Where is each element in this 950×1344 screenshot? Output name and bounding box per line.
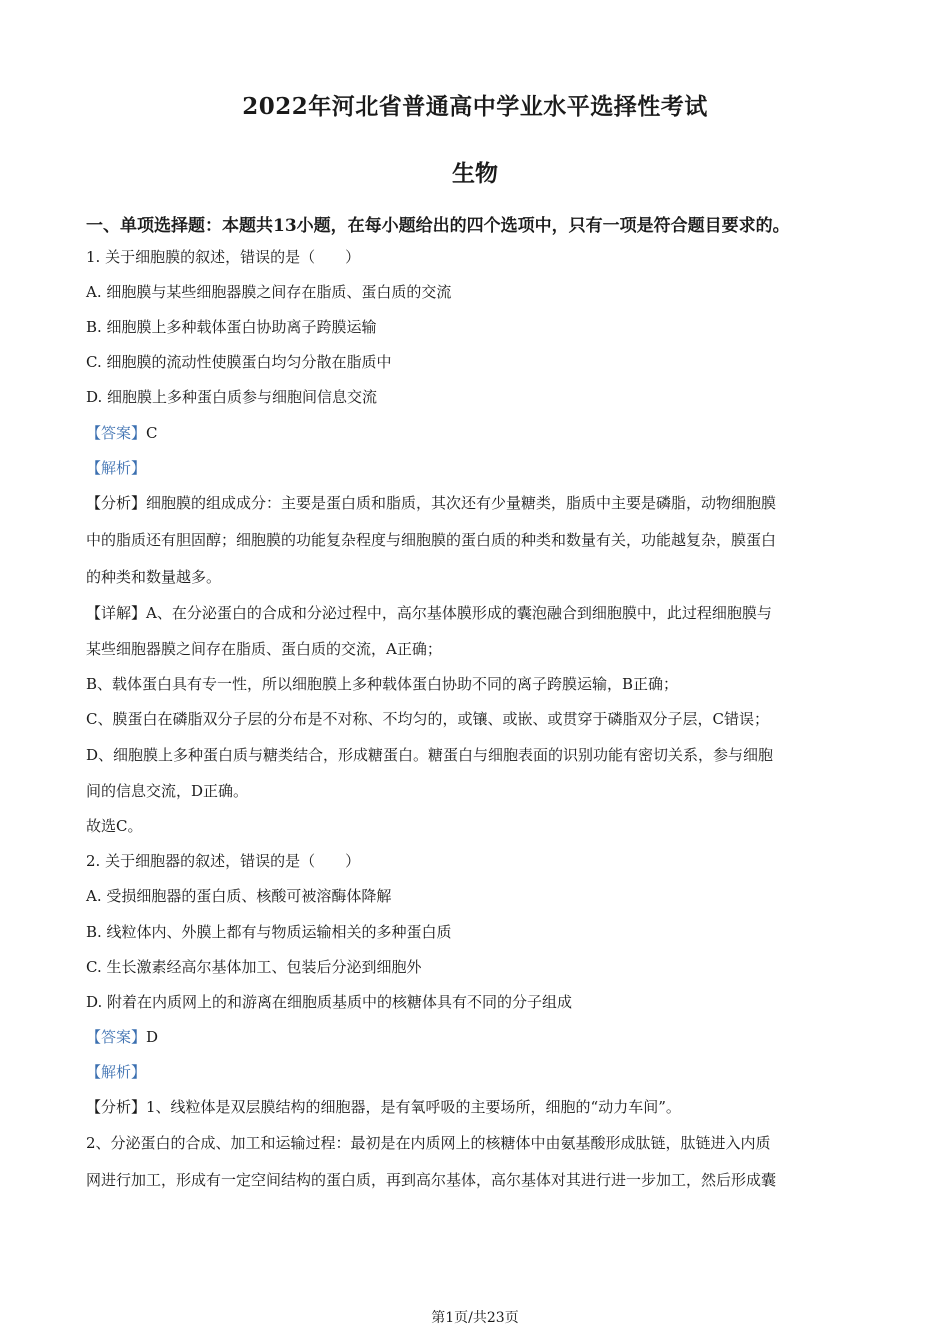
question-1-analysis-tag: 【解析】 — [86, 459, 147, 477]
question-1-option-c: C. 细胞膜的流动性使膜蛋白均匀分散在脂质中 — [86, 353, 392, 371]
answer-value: C — [146, 424, 158, 442]
question-1-analysis-line: 【分析】细胞膜的组成成分：主要是蛋白质和脂质，其次还有少量糖类，脂质中主要是磷脂，动物细胞膜 — [86, 494, 777, 512]
question-2-analysis-line: 【分析】1、线粒体是双层膜结构的细胞器，是有氧呼吸的主要场所，细胞的“动力车间”。 — [86, 1098, 681, 1116]
question-1-option-a: A. 细胞膜与某些细胞器膜之间存在脂质、蛋白质的交流 — [86, 283, 452, 301]
question-1-detail-line: C、膜蛋白在磷脂双分子层的分布是不对称、不均匀的，或镶、或嵌、或贯穿于磷脂双分子层，C错误； — [86, 710, 769, 728]
question-1-detail-line: 某些细胞器膜之间存在脂质、蛋白质的交流，A正确； — [86, 640, 442, 658]
question-1-answer — [86, 423, 866, 443]
question-2-option-b: B. 线粒体内、外膜上都有与物质运输相关的多种蛋白质 — [86, 923, 452, 941]
question-2-option-a: A. 受损细胞器的蛋白质、核酸可被溶酶体降解 — [86, 887, 392, 905]
exam-title: 2022年河北省普通高中学业水平选择性考试 — [242, 93, 708, 120]
section-heading: 一、单项选择题：本题共13小题，在每小题给出的四个选项中，只有一项是符合题目要求的。 — [86, 216, 790, 236]
question-2-stem: 2. 关于细胞器的叙述，错误的是（ ） — [86, 852, 361, 870]
question-1-option-b: B. 细胞膜上多种载体蛋白协助离子跨膜运输 — [86, 318, 377, 336]
question-1-detail-line: 【详解】A、在分泌蛋白的合成和分泌过程中，高尔基体膜形成的囊泡融合到细胞膜中，此过程细胞膜与 — [86, 604, 772, 622]
question-1-conclusion: 故选C。 — [86, 817, 143, 835]
question-2-answer — [86, 1027, 866, 1047]
question-1-detail-line: D、细胞膜上多种蛋白质与糖类结合，形成糖蛋白。糖蛋白与细胞表面的识别功能有密切关系，参与细胞 — [86, 746, 774, 764]
question-1-option-d: D. 细胞膜上多种蛋白质参与细胞间信息交流 — [86, 388, 378, 406]
question-2-analysis-line: 网进行加工，形成有一定空间结构的蛋白质，再到高尔基体，高尔基体对其进行进一步加工，然后形成囊 — [86, 1171, 777, 1189]
subject-title: 生物 — [452, 160, 498, 187]
answer-tag: 【答案】 — [86, 424, 147, 442]
question-2-option-d: D. 附着在内质网上的和游离在细胞质基质中的核糖体具有不同的分子组成 — [86, 993, 573, 1011]
answer-tag: 【答案】 — [86, 1028, 147, 1046]
question-2-analysis-tag: 【解析】 — [86, 1063, 147, 1081]
question-1-stem: 1. 关于细胞膜的叙述，错误的是（ ） — [86, 248, 361, 266]
question-1-detail-line: 间的信息交流，D正确。 — [86, 782, 249, 800]
question-2-option-c: C. 生长激素经高尔基体加工、包装后分泌到细胞外 — [86, 958, 422, 976]
question-1-analysis-line: 的种类和数量越多。 — [86, 568, 222, 586]
page-footer: 第1页/共23页 — [431, 1310, 519, 1326]
question-1-detail-line: B、载体蛋白具有专一性，所以细胞膜上多种载体蛋白协助不同的离子跨膜运输，B正确； — [86, 675, 679, 693]
answer-value: D — [146, 1028, 159, 1046]
question-2-analysis-line: 2、分泌蛋白的合成、加工和运输过程：最初是在内质网上的核糖体中由氨基酸形成肽链，肽链进入内质 — [86, 1134, 771, 1152]
question-1-analysis-line: 中的脂质还有胆固醇；细胞膜的功能复杂程度与细胞膜的蛋白质的种类和数量有关，功能越复杂，膜蛋白 — [86, 531, 777, 549]
